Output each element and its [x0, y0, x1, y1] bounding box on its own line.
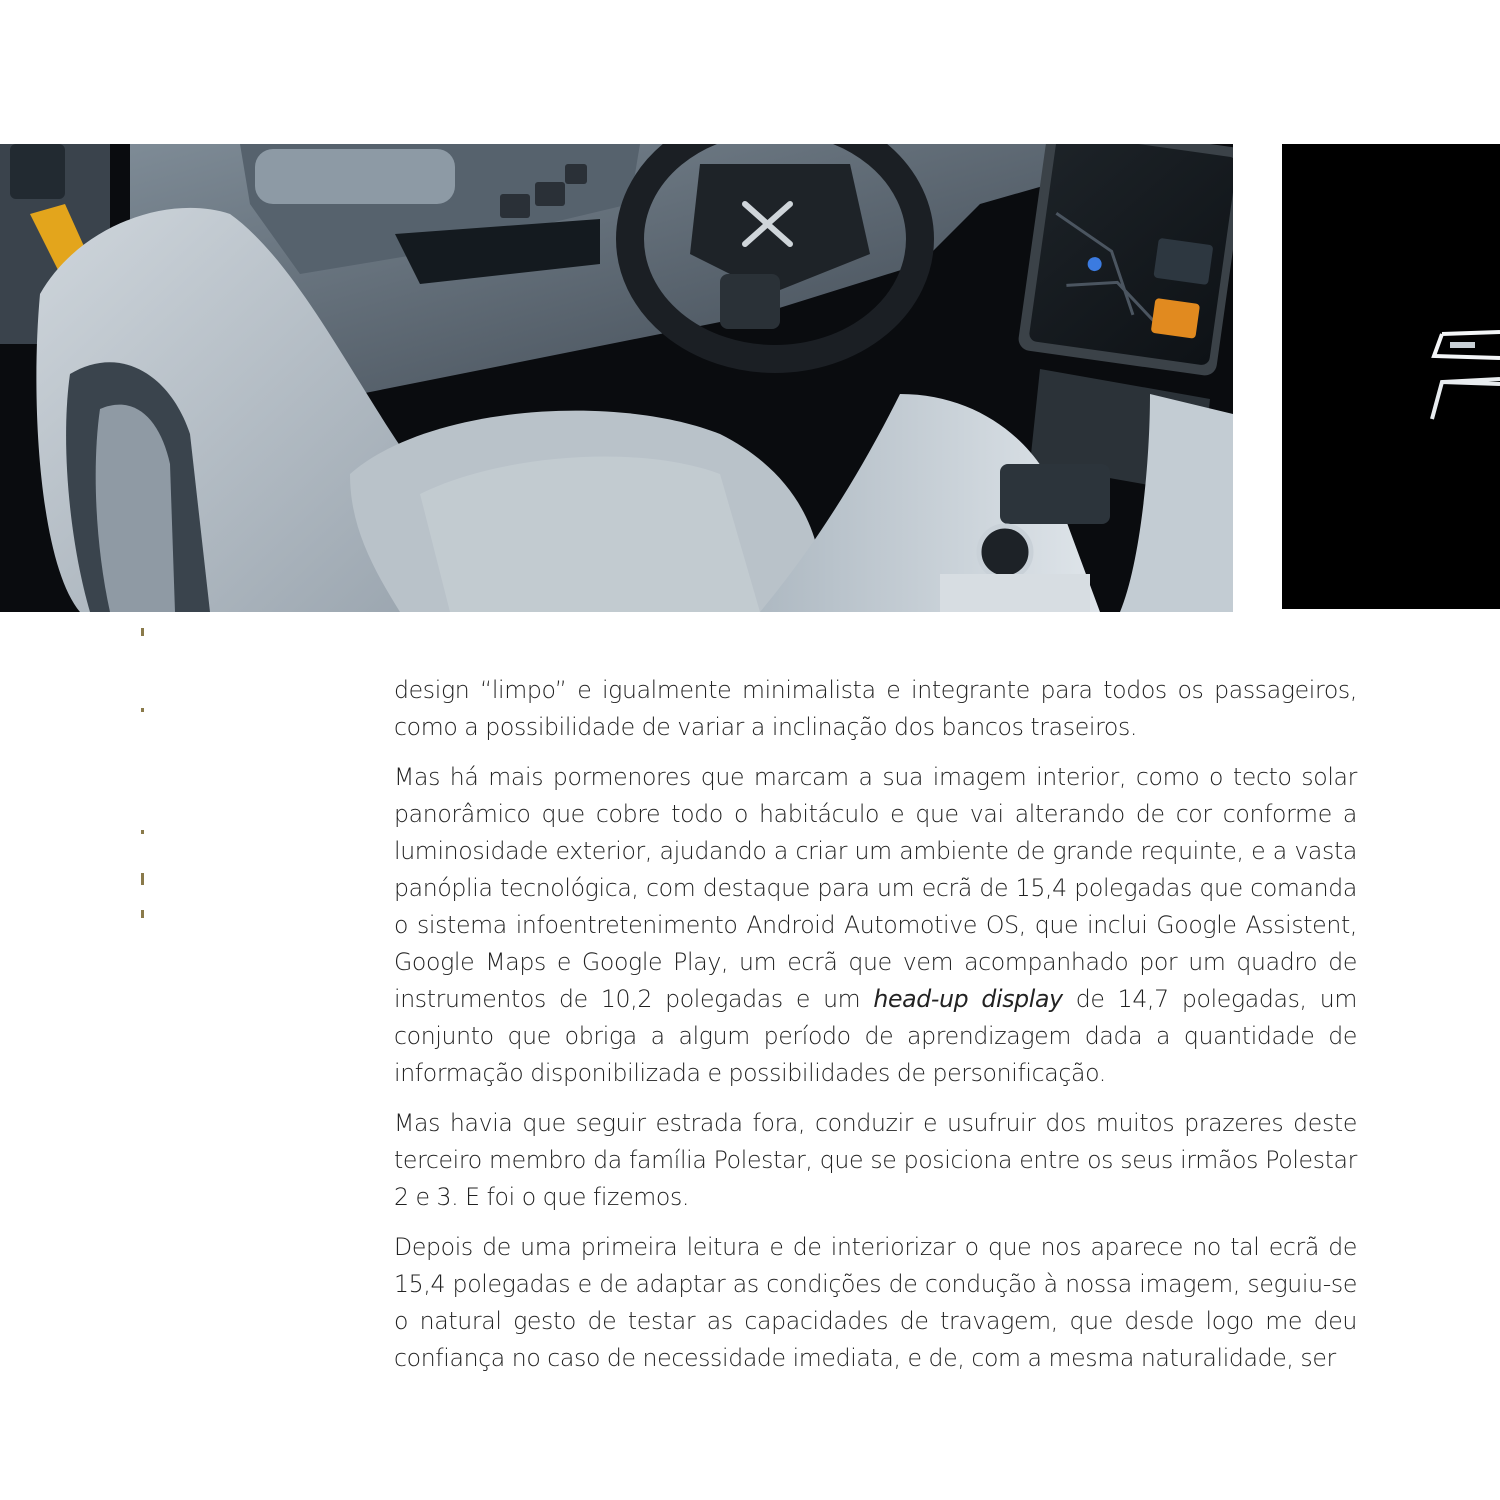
paragraph-2-text-a: Mas há mais pormenores que marcam a sua imagem interior, como o tecto solar panorâmico que cobre todo o habitáculo e que vai alterando de cor conforme a luminosidade exterior, ajudando a criar um ambiente de grande requinte, e a vasta panóplia tecnológica, com destaque para um ecrã de 15,4 polegadas que comanda o sistema infoentretenimento Android Automotive OS, que inclui Google Assistent, Google Maps e Google Play, um ecrã que vem acompanhado por um quadro de instrumentos de 10,2 polegadas e um — [394, 763, 1357, 1013]
paragraph-3: Mas havia que seguir estrada fora, conduzir e usufruir dos muitos prazeres deste terceiro membro da família Polestar, que se posiciona entre os seus irmãos Polestar 2 e 3. E foi o que fizemos. — [394, 1109, 1357, 1211]
gutter-mark — [141, 830, 144, 834]
gutter-mark — [141, 628, 144, 636]
paragraph-4: Depois de uma primeira leitura e de interiorizar o que nos aparece no tal ecrã de 15,4 polegadas e de adaptar as condições de condução à nossa imagem, seguiu-se o natural gesto de testar as capacidades de travagem, que desde logo me deu confiança no caso de necessidade imediata, e de, com a mesma naturalidade, ser — [394, 1233, 1357, 1372]
paragraph-1: design “limpo” e igualmente minimalista e integrante para todos os passageiros, como a possibilidade de variar a inclinação dos bancos traseiros. — [394, 676, 1357, 741]
light-signature-photo — [1282, 144, 1500, 609]
gutter-mark — [141, 910, 144, 918]
paragraph-2 — [394, 759, 1357, 1092]
article-body — [394, 672, 1357, 1390]
gutter-mark — [141, 873, 144, 885]
paragraph-2-emphasis: head-up display — [873, 985, 1063, 1013]
paragraph-2-text-b: de 14,7 polegadas, um conjunto que obriga a algum período de aprendizagem dada a quantidade de informação disponibilizada e possibilidades de personificação. — [394, 985, 1358, 1087]
gutter-mark — [141, 708, 144, 712]
interior-photo — [0, 144, 1233, 612]
